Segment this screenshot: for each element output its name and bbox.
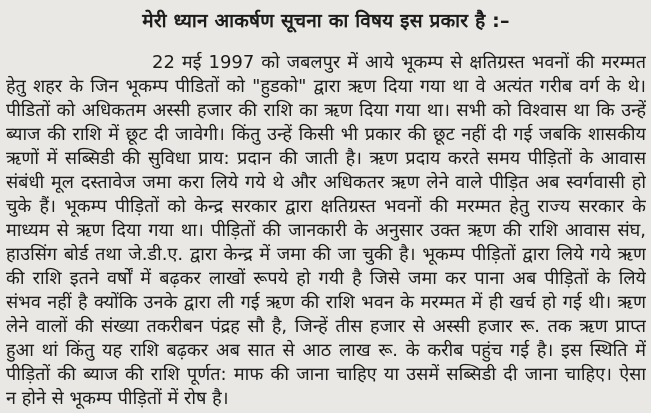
body-line: न होने से भूकम्प पीड़ितों में रोष है। [6,388,229,409]
body-line: की राशि इतने वर्षों में बढ़कर लाखों रूपये हो गयी है जिसे जमा कर पाना अब पीड़ितों के लिये [6,268,646,289]
body-line: ऋणों में सब्सिडी की सुविधा प्राय: प्रदान की जाती है। ऋण प्रदाय करते समय पीड़ितों के आवास [6,148,646,169]
body-line: संभव नहीं है क्योंकि उनके द्वारा ली गई ऋण की राशि भवन के मरम्मत में ही खर्च हो गई थी। ऋण [6,292,646,313]
body-line: हाउसिंग बोर्ड तथा जे.डी.ए. द्वारा केन्द्र में जमा की जा चुकी है। भूकम्प पीड़ितों द्वारा लिये गये ऋण [6,244,646,265]
page-title: मेरी ध्यान आकर्षण सूचना का विषय इस प्रकार है :– [142,10,510,32]
body-line: पीड़ितों की ब्याज की राशि पूर्णत: माफ की जाना चाहिए या उसमें सब्सिडी दी जाना चाहिए। ऐसा [6,364,646,385]
body-line: ब्याज की राशि में छूट दी जावेगी। किंतु उन्हें किसी भी प्रकार की छूट नहीं दी गई जबकि शासकीय [6,124,646,145]
body-line: 22 मई 1997 को जबलपुर में आये भूकम्प से क्षतिग्रस्त भवनों की मरम्मत [152,52,646,73]
body-line: हुआ थां किंतु यह राशि बढ़कर अब सात से आठ लाख रू. के करीब पहुंच गई है। इस स्थिति में [6,340,646,361]
paragraph [6,51,646,411]
body-line: माध्यम से ऋण दिया गया था। पीड़ितों की जानकारी के अनुसार उक्त ऋण की राशि आवास संघ, [6,220,646,241]
body-line: पीडितों को अधिकतम अस्सी हजार की राशि का ऋण दिया गया था। सभी को विश्वास था कि उन्हें [6,100,646,121]
body-line: चुके हैं। भूकम्प पीड़ितों को केन्द्र सरकार द्वारा क्षतिग्रस्त भवनों की मरम्मत हेतु राज्य सरकार के [6,196,646,217]
body-line: संबंधी मूल दस्तावेज जमा करा लिये गये थे और अधिकतर ऋण लेने वाले पीड़ित अब स्वर्गवासी हो [6,172,646,193]
body-line: हेतु शहर के जिन भूकम्प पीडितों को "हुडको" द्वारा ऋण दिया गया था वे अत्यंत गरीब वर्ग के थे। [6,76,646,97]
body-line: लेने वालों की संख्या तकरीबन पंद्रह सौ है, जिन्हें तीस हजार से अस्सी हजार रू. तक ऋण प्राप्त [6,316,646,337]
